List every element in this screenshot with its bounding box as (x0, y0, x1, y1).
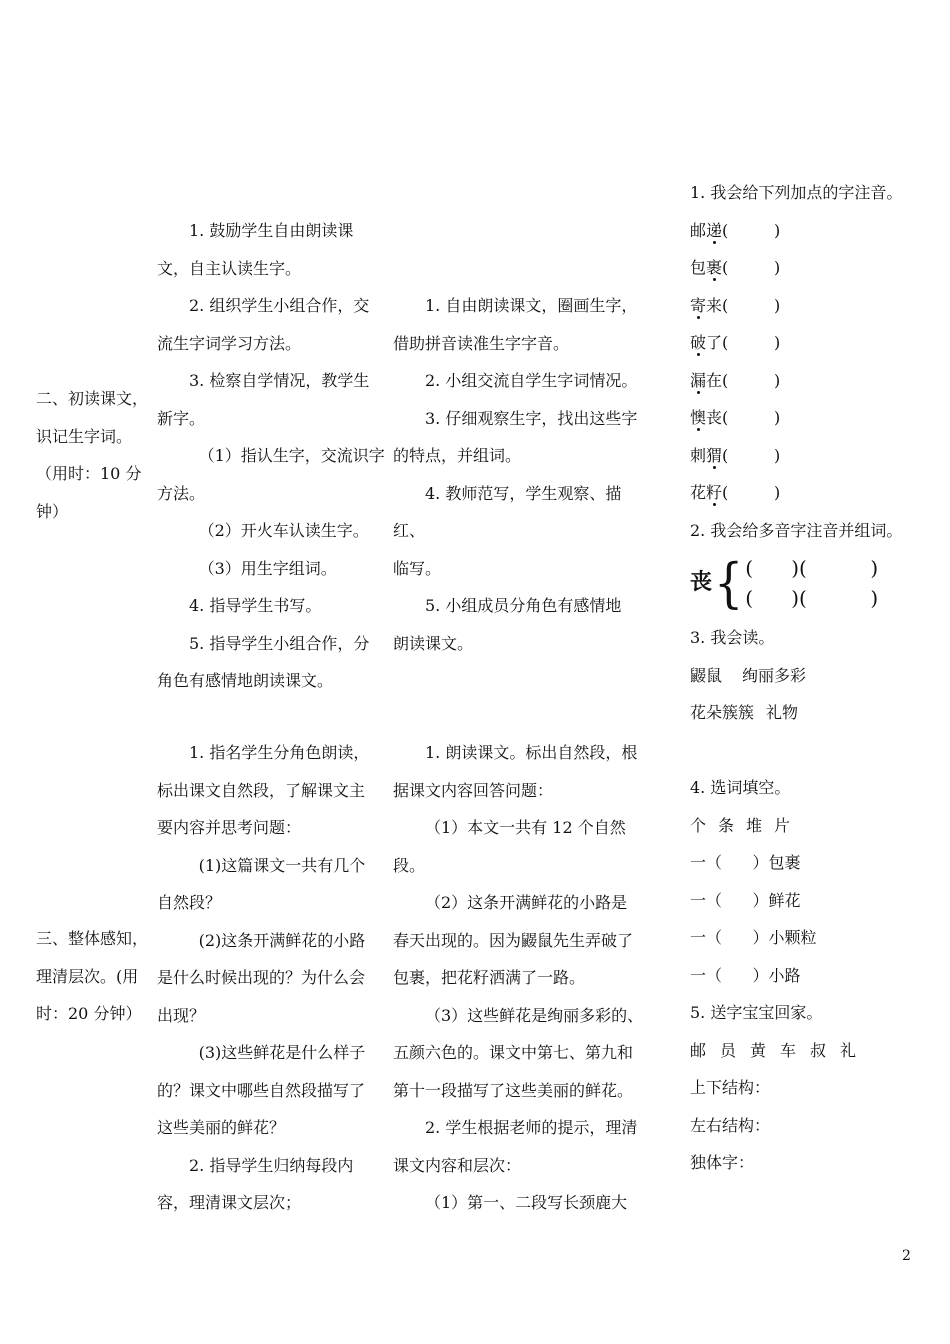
text-line: 3. 检察自学情况，教学生 (189, 371, 370, 390)
pinyin-blank[interactable]: ( ) (722, 408, 781, 427)
text-line: 的特点，并组词。 (393, 446, 522, 465)
title-line: （用时：10 分 (36, 464, 142, 483)
text-line: 文，自主认读生字。 (157, 258, 302, 278)
title-line: 理清层次。(用 (36, 966, 139, 986)
q2-title: 2. 我会给多音字注音并组词。 (690, 520, 903, 540)
dotted-char: 籽 (706, 483, 723, 502)
dotted-char: 漏 (690, 370, 707, 390)
q5-title: 5. 送字宝宝回家。 (690, 1003, 823, 1022)
q4-options (690, 807, 920, 845)
q5-chars (690, 1032, 920, 1070)
dotted-char: 递 (706, 220, 723, 240)
structure-top-bottom[interactable]: 上下结构： (690, 1078, 771, 1097)
pinyin-blank[interactable]: ( ) (722, 370, 781, 390)
text-line: （2）这条开满鲜花的小路是 (425, 893, 628, 912)
blank-prefix[interactable]: 一（ ） (690, 890, 769, 910)
q1-list (690, 212, 920, 512)
q1-item (690, 437, 920, 475)
text-line: 2. 小组交流自学生字词情况。 (425, 371, 638, 390)
char: 车 (780, 1040, 797, 1060)
text-line: 1. 鼓励学生自由朗读课 (189, 221, 354, 240)
text-line: 5. 小组成员分角色有感情地 (425, 596, 622, 615)
student-s2 (393, 287, 645, 662)
text-line: 春天出现的。因为鼹鼠先生弄破了 (393, 930, 634, 950)
pinyin-blank[interactable]: ( ) (722, 258, 781, 277)
text-line: 出现？ (157, 1005, 206, 1025)
text-line: 临写。 (393, 558, 442, 578)
structure-left-right[interactable]: 左右结构： (690, 1115, 771, 1135)
pinyin-blank[interactable]: ( ) (722, 483, 781, 502)
polyphone-block (690, 551, 920, 615)
title-line: 三、整体感知， (36, 929, 149, 948)
word-part: 花 (690, 483, 707, 502)
q4-list (690, 844, 920, 994)
text-line: 自然段？ (157, 893, 222, 912)
text-line: 五颜六色的。课文中第七、第九和 (393, 1043, 634, 1062)
student-s3 (393, 734, 645, 1222)
word-part: 丧 (706, 408, 723, 427)
title-line: 钟） (36, 501, 69, 521)
brace-icon: { (714, 551, 744, 615)
pinyin-blank[interactable]: ( ) (722, 445, 781, 465)
q4-item (690, 957, 920, 995)
q1-item (690, 399, 920, 437)
dotted-char: 懊 (690, 408, 707, 427)
blank-prefix[interactable]: 一（ ） (690, 965, 769, 985)
text-line: 3. 仔细观察生字，找出这些字 (425, 408, 638, 428)
text-line: 是什么时候出现的？为什么会 (157, 968, 366, 987)
char: 礼 (840, 1040, 857, 1060)
fill-word: 鲜花 (768, 890, 801, 910)
text-line: 这些美丽的鲜花？ (157, 1118, 286, 1137)
q3-row (690, 657, 920, 695)
text-line: 的？课文中哪些自然段描写了 (157, 1080, 366, 1100)
page-number: 2 (902, 1248, 911, 1264)
word-part: 来 (706, 295, 723, 315)
word-part: 了 (706, 333, 723, 352)
pinyin-blank[interactable]: ( ) (722, 220, 781, 240)
option-word: 片 (774, 815, 791, 835)
text-line: （3）这些鲜花是绚丽多彩的、 (425, 1005, 644, 1025)
dotted-char: 猬 (706, 445, 723, 465)
text-line: 新字。 (157, 408, 206, 428)
text-line: 据课文内容回答问题： (393, 780, 554, 800)
text-line: 课文内容和层次： (393, 1155, 522, 1175)
text-line: (2)这条开满鲜花的小路 (198, 930, 366, 950)
text-line: 方法。 (157, 483, 206, 503)
text-line: 要内容并思考问题： (157, 818, 302, 837)
structure-single[interactable]: 独体字： (690, 1153, 755, 1172)
read-word: 花朵簇簇 (690, 703, 755, 722)
q1-item (690, 474, 920, 512)
word-part: 刺 (690, 445, 707, 465)
q4-item (690, 844, 920, 882)
text-line: (1)这篇课文一共有几个 (198, 855, 366, 875)
dotted-char: 裹 (706, 258, 723, 277)
read-word: 绚丽多彩 (742, 665, 807, 685)
blank-prefix[interactable]: 一（ ） (690, 928, 769, 947)
title-line: 二、初读课文， (36, 389, 149, 408)
text-line: 1. 指名学生分角色朗读， (189, 743, 370, 762)
option-word: 个 (690, 815, 707, 835)
option-word: 条 (718, 815, 735, 835)
text-line: 角色有感情地朗读课文。 (157, 671, 334, 690)
text-line: （1）指认生字，交流识字 (198, 446, 385, 465)
teacher-s3 (157, 734, 387, 1222)
text-line: 1. 朗读课文。标出自然段，根 (425, 743, 638, 762)
fill-word: 小路 (768, 965, 801, 985)
q1-item (690, 324, 920, 362)
q1-item (690, 287, 920, 325)
word-part: 邮 (690, 220, 707, 240)
dotted-char: 寄 (690, 295, 707, 315)
teacher-s2 (157, 212, 387, 700)
text-line: 流生字词学习方法。 (157, 333, 302, 353)
fill-word: 小颗粒 (768, 928, 817, 947)
q4-item (690, 882, 920, 920)
word-part: 在 (706, 370, 723, 390)
text-line: 朗读课文。 (393, 633, 474, 653)
char: 员 (720, 1040, 737, 1060)
text-line: （1）第一、二段写长颈鹿大 (425, 1193, 628, 1212)
char: 黄 (750, 1040, 767, 1060)
pinyin-blank[interactable]: ( ) (722, 333, 781, 352)
fill-word: 包裹 (768, 853, 801, 872)
q3-row (690, 694, 920, 732)
polyphone-char: 丧 (690, 569, 713, 596)
polyphone-blanks[interactable]: ( )( ) ( )( ) (745, 556, 879, 610)
text-line: 第十一段描写了这些美丽的鲜花。 (393, 1080, 634, 1100)
text-line: 段。 (393, 855, 426, 875)
section-3-title (36, 920, 156, 1033)
text-line: 5. 指导学生小组合作，分 (189, 633, 370, 653)
text-line: 容，理清课文层次； (157, 1193, 302, 1212)
char: 叔 (810, 1040, 827, 1060)
q1-item (690, 362, 920, 400)
title-line: 识记生字词。 (36, 426, 133, 446)
dotted-char: 破 (690, 333, 707, 352)
text-line: 2. 指导学生归纳每段内 (189, 1155, 354, 1175)
text-line: （3）用生字组词。 (198, 558, 337, 578)
q1-title: 1. 我会给下列加点的字注音。 (690, 183, 903, 202)
text-line: （2）开火车认读生字。 (198, 521, 369, 540)
q4-item (690, 919, 920, 957)
text-line: 包裹，把花籽洒满了一路。 (393, 968, 586, 987)
q1-item (690, 249, 920, 287)
blank-prefix[interactable]: 一（ ） (690, 853, 769, 872)
title-line: 时：20 分钟） (36, 1004, 142, 1023)
section-2-title (36, 380, 156, 530)
text-line: 1. 自由朗读课文，圈画生字， (425, 296, 638, 315)
q1-item (690, 212, 920, 250)
text-line: （1）本文一共有 12 个自然 (425, 818, 626, 837)
text-line: 标出课文自然段，了解课文主 (157, 780, 366, 800)
text-line: 2. 学生根据老师的提示，理清 (425, 1118, 638, 1137)
read-word: 礼物 (766, 703, 799, 722)
text-line: 4. 指导学生书写。 (189, 596, 322, 615)
text-line: (3)这些鲜花是什么样子 (198, 1043, 366, 1062)
q3-title: 3. 我会读。 (690, 628, 775, 647)
pinyin-blank[interactable]: ( ) (722, 295, 781, 315)
char: 邮 (690, 1040, 707, 1060)
read-word: 鼹鼠 (690, 665, 723, 685)
text-line: 借助拼音读准生字字音。 (393, 333, 570, 353)
word-part: 包 (690, 258, 707, 277)
q4-title: 4. 选词填空。 (690, 778, 791, 797)
option-word: 堆 (746, 815, 763, 835)
text-line: 2. 组织学生小组合作，交 (189, 296, 370, 315)
text-line: 4. 教师范写，学生观察、描红、 (393, 483, 622, 540)
